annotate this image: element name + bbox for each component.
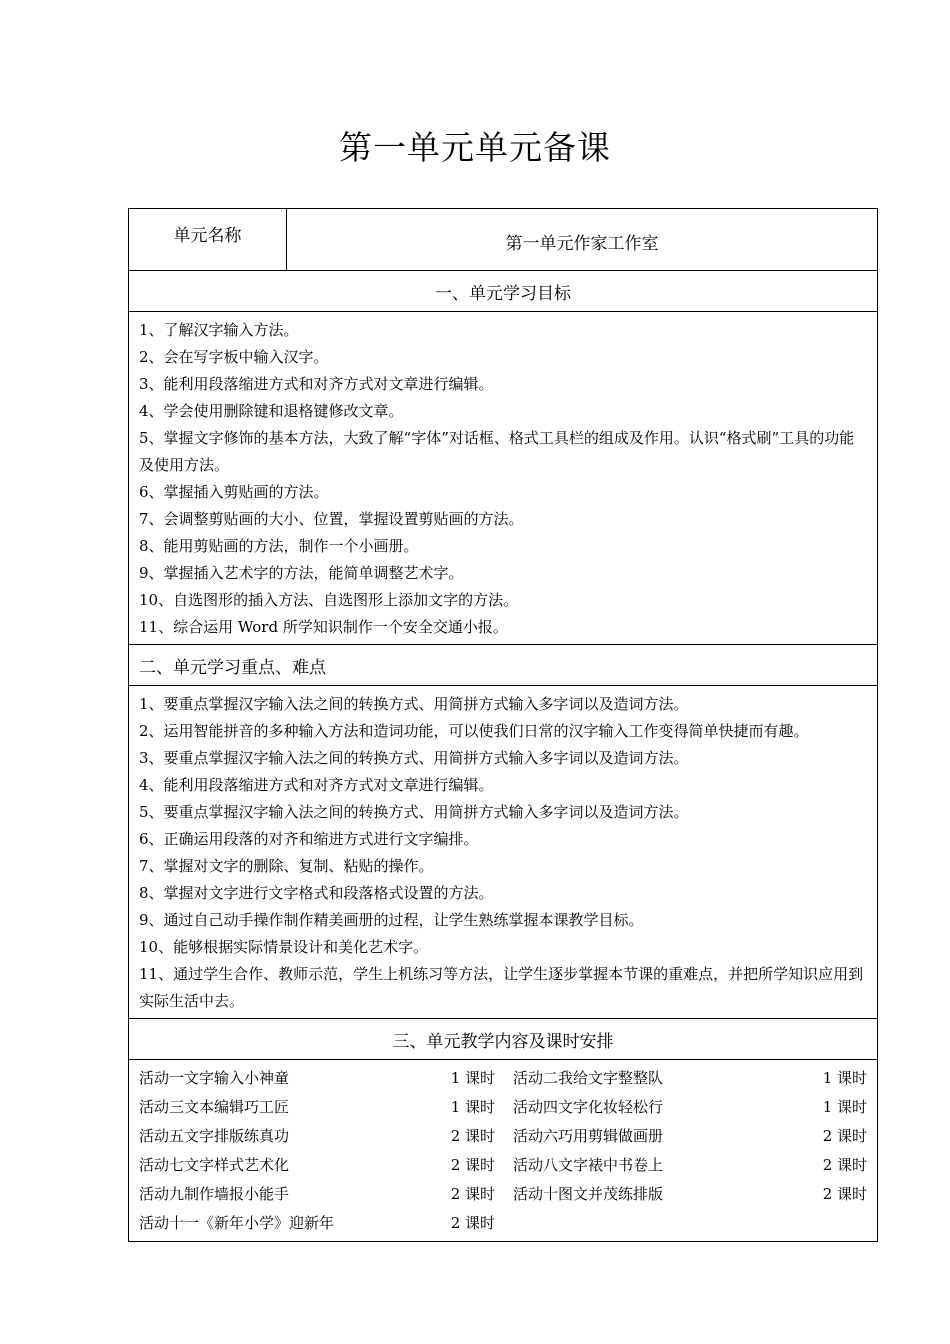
list-item: 2、会在写字板中输入汉字。 xyxy=(139,348,329,366)
activity-hours: 1 课时 xyxy=(822,1069,867,1087)
activity-name: 活动八文字裱中书卷上 xyxy=(513,1156,664,1174)
page-title: 第一单元单元备课 xyxy=(339,128,611,167)
list-item: 6、正确运用段落的对齐和缩进方式进行文字编排。 xyxy=(139,830,479,848)
activity-name: 活动三文本编辑巧工匠 xyxy=(139,1098,290,1116)
activity-row xyxy=(139,1063,867,1092)
activity-hours: 2 课时 xyxy=(822,1156,867,1174)
list-item: 10、自选图形的插入方法、自选图形上添加文字的方法。 xyxy=(139,591,519,609)
activity-row xyxy=(139,1121,867,1150)
activity-row xyxy=(139,1092,867,1121)
list-item: 11、综合运用 Word 所学知识制作一个安全交通小报。 xyxy=(139,618,508,636)
activity-row xyxy=(139,1150,867,1179)
activity-name: 活动十图文并茂练排版 xyxy=(513,1185,664,1203)
activity-hours: 2 课时 xyxy=(450,1127,495,1145)
activity-name: 活动一文字输入小神童 xyxy=(139,1069,290,1087)
list-item: 5、掌握文字修饰的基本方法，大致了解“字体”对话框、格式工具栏的组成及作用。认识“格式刷”工具的功能及使用方法。 xyxy=(139,429,855,474)
list-item: 10、能够根据实际情景设计和美化艺术字。 xyxy=(139,938,429,956)
activity-hours: 1 课时 xyxy=(822,1098,867,1116)
list-item: 5、要重点掌握汉字输入法之间的转换方式、用简拼方式输入多字词以及造词方法。 xyxy=(139,803,689,821)
section1-list xyxy=(129,312,878,645)
list-item: 3、能利用段落缩进方式和对齐方式对文章进行编辑。 xyxy=(139,375,494,393)
activity-schedule xyxy=(129,1060,878,1242)
activity-row xyxy=(139,1179,867,1208)
list-item: 8、掌握对文字进行文字格式和段落格式设置的方法。 xyxy=(139,884,494,902)
activity-name: 活动六巧用剪辑做画册 xyxy=(513,1127,664,1145)
list-item: 9、通过自己动手操作制作精美画册的过程，让学生熟练掌握本课教学目标。 xyxy=(139,911,644,929)
list-item: 1、要重点掌握汉字输入法之间的转换方式、用简拼方式输入多字词以及造词方法。 xyxy=(139,695,689,713)
activity-hours: 2 课时 xyxy=(450,1214,495,1232)
section1-heading: 一、单元学习目标 xyxy=(129,271,878,312)
list-item: 2、运用智能拼音的多种输入方法和造词功能，可以使我们日常的汉字输入工作变得简单快捷而有趣。 xyxy=(139,722,809,740)
activity-name: 活动十一《新年小学》迎新年 xyxy=(139,1214,335,1232)
list-item: 9、掌握插入艺术字的方法，能简单调整艺术字。 xyxy=(139,564,464,582)
list-item: 3、要重点掌握汉字输入法之间的转换方式、用简拼方式输入多字词以及造词方法。 xyxy=(139,749,689,767)
activity-hours: 2 课时 xyxy=(822,1185,867,1203)
list-item: 4、学会使用删除键和退格键修改文章。 xyxy=(139,402,404,420)
section2-heading: 二、单元学习重点、难点 xyxy=(129,645,878,686)
unit-name-value: 第一单元作家工作室 xyxy=(287,209,878,271)
activity-hours: 2 课时 xyxy=(450,1156,495,1174)
activity-hours: 2 课时 xyxy=(822,1127,867,1145)
list-item: 11、通过学生合作、教师示范，学生上机练习等方法，让学生逐步掌握本节课的重难点，并把所学知识应用到实际生活中去。 xyxy=(139,965,864,1010)
section3-heading: 三、单元教学内容及课时安排 xyxy=(129,1019,878,1060)
list-item: 8、能用剪贴画的方法，制作一个小画册。 xyxy=(139,537,419,555)
activity-name: 活动五文字排版练真功 xyxy=(139,1127,290,1145)
activity-hours: 2 课时 xyxy=(450,1185,495,1203)
activity-hours: 1 课时 xyxy=(450,1098,495,1116)
unit-name-row xyxy=(129,209,878,271)
list-item: 7、会调整剪贴画的大小、位置，掌握设置剪贴画的方法。 xyxy=(139,510,524,528)
section2-list xyxy=(129,686,878,1019)
list-item: 1、了解汉字输入方法。 xyxy=(139,321,299,339)
activity-hours: 1 课时 xyxy=(450,1069,495,1087)
activity-name: 活动九制作墙报小能手 xyxy=(139,1185,290,1203)
list-item: 6、掌握插入剪贴画的方法。 xyxy=(139,483,329,501)
list-item: 7、掌握对文字的删除、复制、粘贴的操作。 xyxy=(139,857,434,875)
activity-name: 活动四文字化妆轻松行 xyxy=(513,1098,664,1116)
activity-name: 活动二我给文字整整队 xyxy=(513,1069,664,1087)
list-item: 4、能利用段落缩进方式和对齐方式对文章进行编辑。 xyxy=(139,776,494,794)
activity-row xyxy=(139,1208,867,1237)
unit-name-label: 单元名称 xyxy=(129,209,287,271)
activity-name: 活动七文字样式艺术化 xyxy=(139,1156,290,1174)
lesson-plan-table xyxy=(128,208,878,1242)
